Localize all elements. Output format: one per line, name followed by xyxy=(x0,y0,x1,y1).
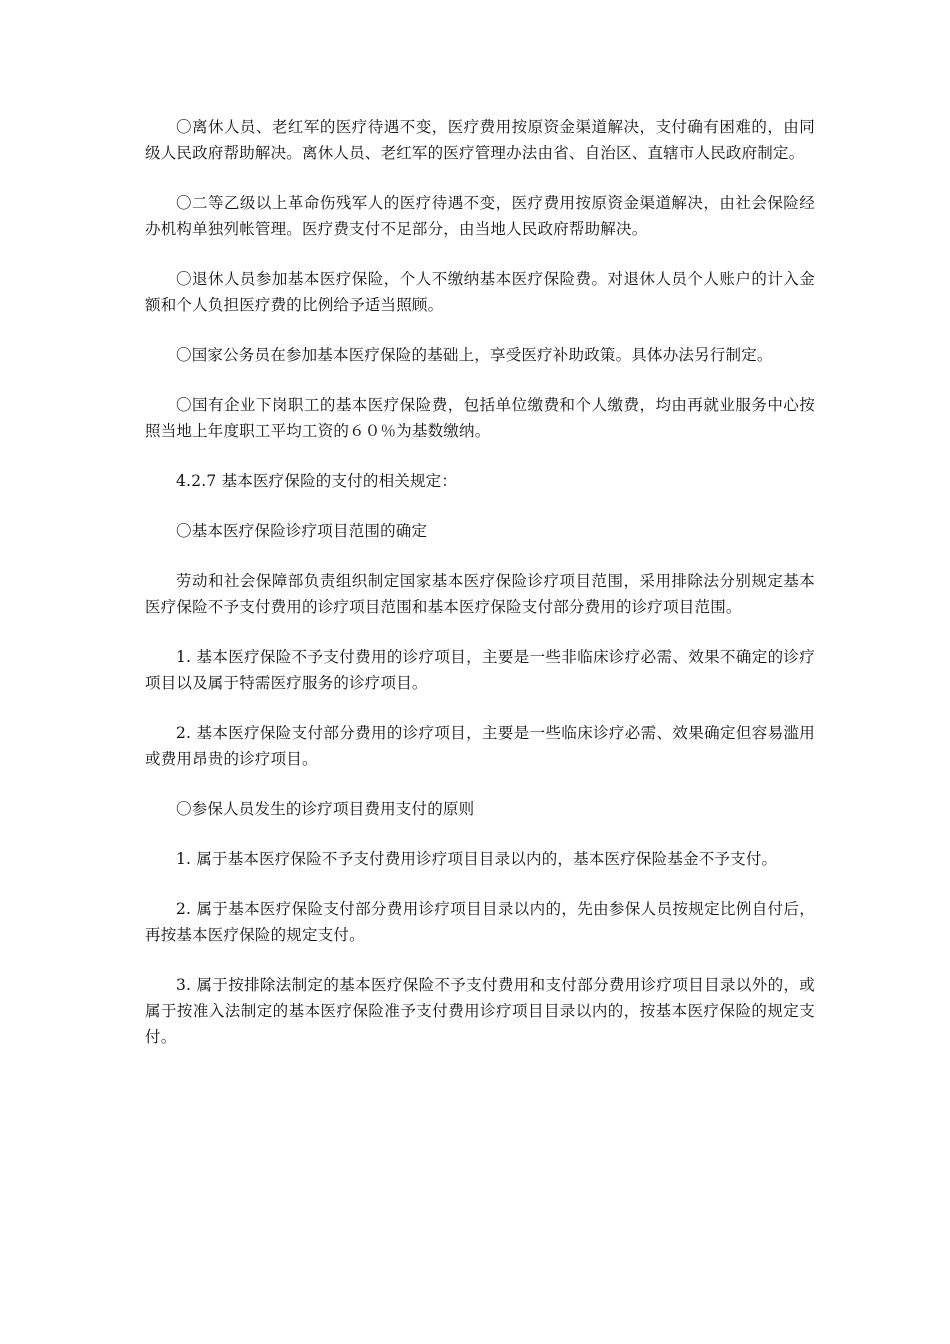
paragraph-retirees-red-army: 〇离休人员、老红军的医疗待遇不变，医疗费用按原资金渠道解决，支付确有困难的，由同级人民政府帮助解决。离休人员、老红军的医疗管理办法由省、自治区、直辖市人民政府制定。 xyxy=(145,118,815,162)
list-item-principle-3: 3. 属于按排除法制定的基本医疗保险不予支付费用和支付部分费用诊疗项目目录以外的，或属于按准入法制定的基本医疗保险准予支付费用诊疗项目目录以内的，按基本医疗保险的规定支付。 xyxy=(145,976,815,1046)
subheading-payment-principles: 〇参保人员发生的诊疗项目费用支付的原则 xyxy=(176,800,475,818)
paragraph-civil-servants: 〇国家公务员在参加基本医疗保险的基础上，享受医疗补助政策。具体办法另行制定。 xyxy=(176,346,773,364)
paragraph-ministry-responsibility: 劳动和社会保障部负责组织制定国家基本医疗保险诊疗项目范围，采用排除法分别规定基本医疗保险不予支付费用的诊疗项目范围和基本医疗保险支付部分费用的诊疗项目范围。 xyxy=(145,572,815,616)
document-body xyxy=(145,114,815,1074)
paragraph-laid-off-workers: 〇国有企业下岗职工的基本医疗保险费，包括单位缴费和个人缴费，均由再就业服务中心按照当地上年度职工平均工资的６０％为基数缴纳。 xyxy=(145,396,815,440)
list-item-principle-1: 1. 属于基本医疗保险不予支付费用诊疗项目目录以内的，基本医疗保险基金不予支付。 xyxy=(176,850,778,868)
list-item-scope-2: 2. 基本医疗保险支付部分费用的诊疗项目，主要是一些临床诊疗必需、效果确定但容易滥用或费用昂贵的诊疗项目。 xyxy=(145,724,815,768)
list-item-principle-2: 2. 属于基本医疗保险支付部分费用诊疗项目目录以内的，先由参保人员按规定比例自付后，再按基本医疗保险的规定支付。 xyxy=(145,900,815,944)
section-heading-4-2-7: 4.2.7 基本医疗保险的支付的相关规定： xyxy=(176,472,458,490)
list-item-scope-1: 1. 基本医疗保险不予支付费用的诊疗项目，主要是一些非临床诊疗必需、效果不确定的诊疗项目以及属于特需医疗服务的诊疗项目。 xyxy=(145,648,815,692)
subheading-scope-determination: 〇基本医疗保险诊疗项目范围的确定 xyxy=(176,522,428,540)
paragraph-retired-personnel: 〇退休人员参加基本医疗保险，个人不缴纳基本医疗保险费。对退休人员个人账户的计入金额和个人负担医疗费的比例给予适当照顾。 xyxy=(145,270,815,314)
paragraph-disabled-veterans: 〇二等乙级以上革命伤残军人的医疗待遇不变，医疗费用按原资金渠道解决，由社会保险经办机构单独列帐管理。医疗费支付不足部分，由当地人民政府帮助解决。 xyxy=(145,194,815,238)
